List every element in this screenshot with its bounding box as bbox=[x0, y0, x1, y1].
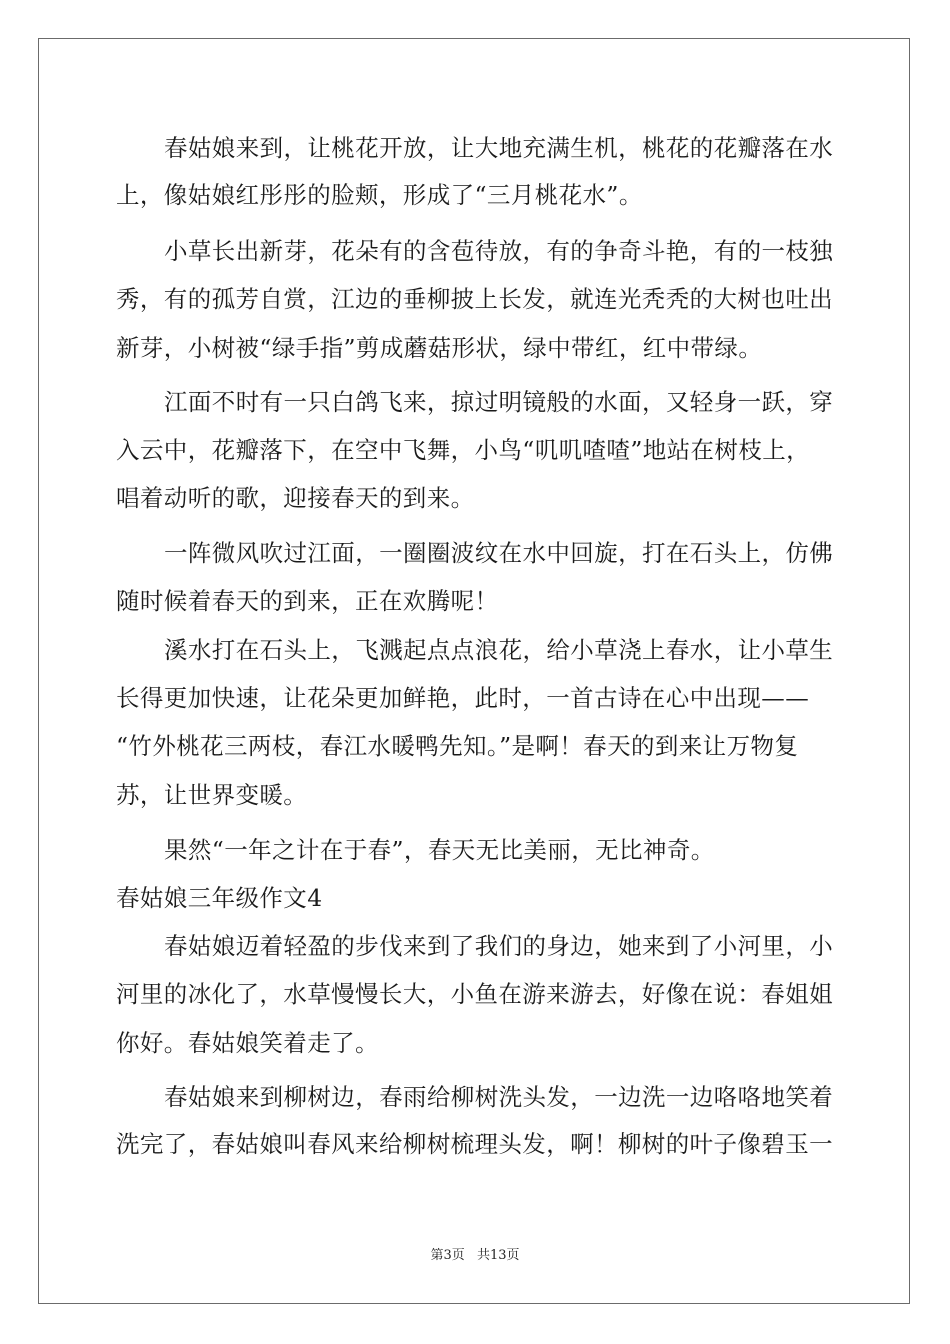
page-number: 第3页 bbox=[430, 1248, 465, 1263]
text-line: 春姑娘来到，让桃花开放，让大地充满生机，桃花的花瓣落在水 bbox=[164, 134, 834, 162]
text-line: 秀，有的孤芳自赏，江边的垂柳披上长发，就连光秃秃的大树也吐出 bbox=[116, 285, 833, 313]
text-line: 上，像姑娘红彤彤的脸颊，形成了“三月桃花水”。 bbox=[116, 181, 643, 209]
text-line: 春姑娘来到柳树边，春雨给柳树洗头发，一边洗一边咯咯地笑着 bbox=[164, 1083, 834, 1111]
text-line: 入云中，花瓣落下，在空中飞舞，小鸟“叽叽喳喳”地站在树枝上， bbox=[116, 436, 811, 464]
text-line: 苏，让世界变暖。 bbox=[116, 781, 308, 809]
text-line: 小草长出新芽，花朵有的含苞待放，有的争奇斗艳，有的一枝独 bbox=[164, 237, 834, 265]
text-line: 随时候着春天的到来，正在欢腾呢！ bbox=[116, 587, 499, 615]
text-line: 春姑娘迈着轻盈的步伐来到了我们的身边，她来到了小河里，小 bbox=[164, 932, 834, 960]
text-line: 你好。春姑娘笑着走了。 bbox=[116, 1029, 379, 1057]
text-line: 果然“一年之计在于春”，春天无比美丽，无比神奇。 bbox=[164, 836, 715, 864]
text-line: “竹外桃花三两枝，春江水暖鸭先知。”是啊！春天的到来让万物复 bbox=[116, 732, 799, 760]
text-line: 江面不时有一只白鸽飞来，掠过明镜般的水面，又轻身一跃，穿 bbox=[164, 388, 834, 416]
text-line: 长得更加快速，让花朵更加鲜艳，此时，一首古诗在心中出现—— bbox=[116, 684, 810, 712]
page-footer bbox=[0, 1244, 950, 1263]
text-line: 新芽，小树被“绿手指”剪成蘑菇形状，绿中带红，红中带绿。 bbox=[116, 334, 763, 362]
section-heading: 春姑娘三年级作文4 bbox=[116, 884, 323, 912]
text-line: 洗完了，春姑娘叫春风来给柳树梳理头发，啊！柳树的叶子像碧玉一 bbox=[116, 1130, 833, 1158]
text-line: 唱着动听的歌，迎接春天的到来。 bbox=[116, 484, 475, 512]
text-line: 一阵微风吹过江面，一圈圈波纹在水中回旋，打在石头上，仿佛 bbox=[164, 539, 834, 567]
page-total: 共13页 bbox=[476, 1248, 520, 1263]
text-line: 溪水打在石头上，飞溅起点点浪花，给小草浇上春水，让小草生 bbox=[164, 636, 834, 664]
text-line: 河里的冰化了，水草慢慢长大，小鱼在游来游去，好像在说：春姐姐 bbox=[116, 980, 833, 1008]
